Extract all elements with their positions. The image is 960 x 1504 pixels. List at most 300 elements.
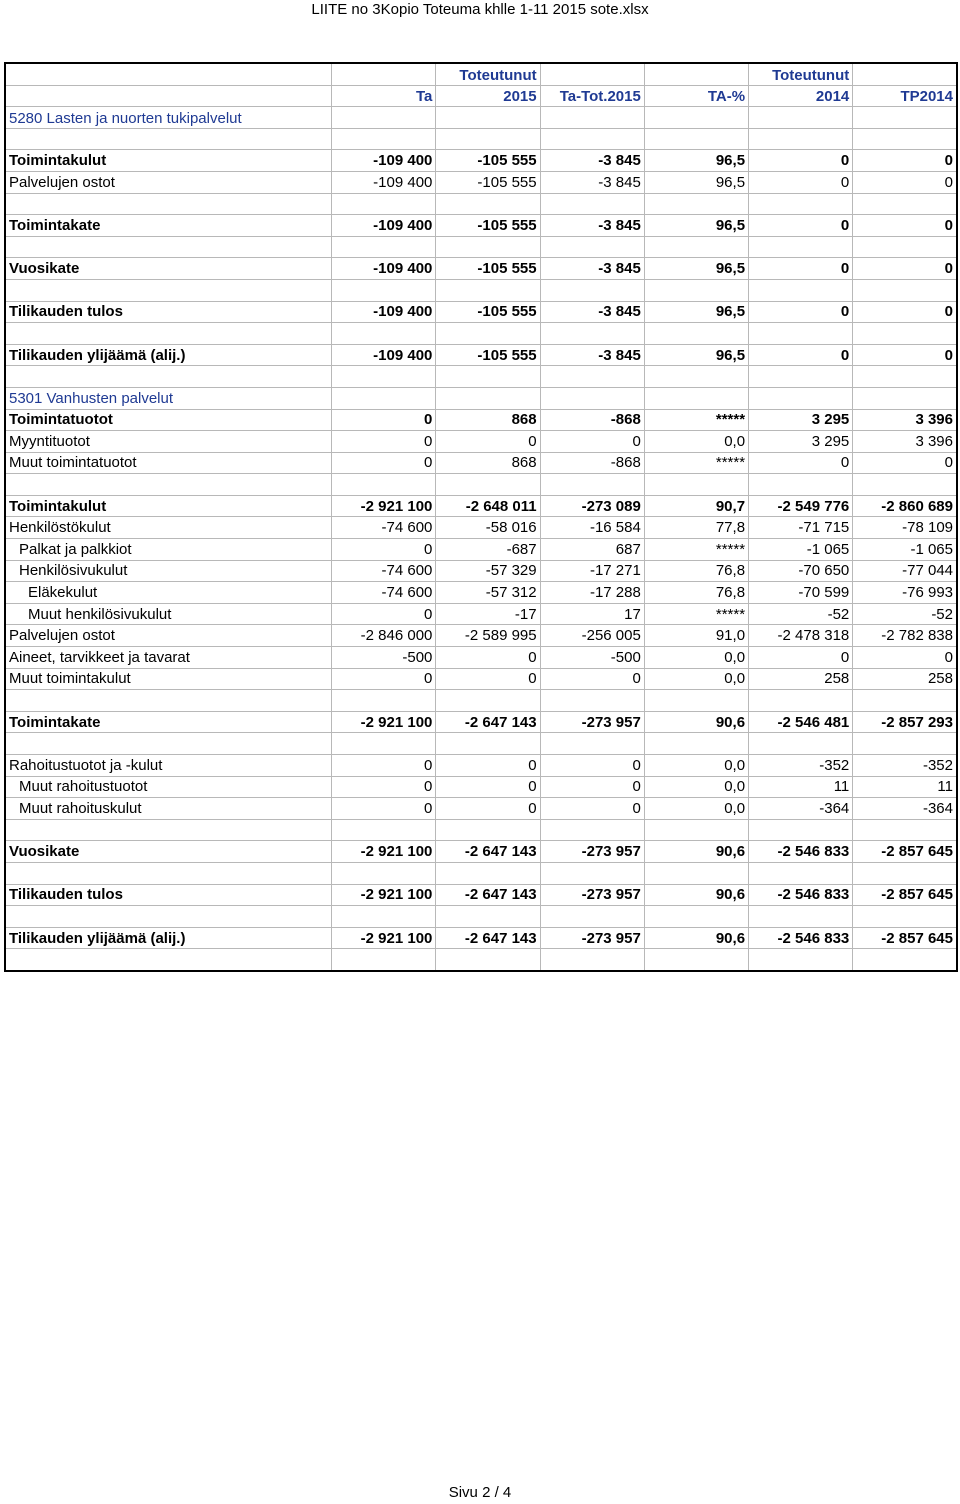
value-cell xyxy=(644,193,748,215)
row-label xyxy=(5,323,332,345)
header-cell: Ta-Tot.2015 xyxy=(540,85,644,107)
value-cell: 90,6 xyxy=(644,841,748,863)
value-cell: 0 xyxy=(853,647,957,669)
value-cell: 90,6 xyxy=(644,927,748,949)
value-cell: -77 044 xyxy=(853,560,957,582)
row-label: Vuosikate xyxy=(5,841,332,863)
row-label xyxy=(5,474,332,496)
value-cell: -2 549 776 xyxy=(749,495,853,517)
value-cell: 0,0 xyxy=(644,755,748,777)
value-cell xyxy=(749,949,853,971)
value-cell: 96,5 xyxy=(644,150,748,172)
table-row xyxy=(5,301,957,323)
row-label xyxy=(5,819,332,841)
header-cell: Toteutunut xyxy=(436,63,540,85)
value-cell xyxy=(540,128,644,150)
value-cell: -273 957 xyxy=(540,927,644,949)
value-cell xyxy=(644,733,748,755)
value-cell: 3 396 xyxy=(853,431,957,453)
row-label xyxy=(5,128,332,150)
value-cell: -2 478 318 xyxy=(749,625,853,647)
value-cell xyxy=(644,387,748,409)
value-cell: -256 005 xyxy=(540,625,644,647)
table-row xyxy=(5,452,957,474)
value-cell: 0 xyxy=(436,755,540,777)
header-cell xyxy=(540,63,644,85)
table-row xyxy=(5,344,957,366)
value-cell: 0 xyxy=(540,755,644,777)
value-cell: 0 xyxy=(332,603,436,625)
value-cell: 0,0 xyxy=(644,798,748,820)
value-cell: -2 647 143 xyxy=(436,711,540,733)
value-cell: 0 xyxy=(749,647,853,669)
value-cell: -2 921 100 xyxy=(332,711,436,733)
row-label: Tilikauden ylijäämä (alij.) xyxy=(5,344,332,366)
value-cell xyxy=(436,387,540,409)
value-cell xyxy=(540,387,644,409)
table-row xyxy=(5,215,957,237)
table-row xyxy=(5,798,957,820)
value-cell xyxy=(853,236,957,258)
spacer-row xyxy=(5,366,957,388)
value-cell xyxy=(853,193,957,215)
value-cell: 90,7 xyxy=(644,495,748,517)
value-cell xyxy=(644,474,748,496)
value-cell xyxy=(436,906,540,928)
value-cell: -273 089 xyxy=(540,495,644,517)
row-label xyxy=(5,279,332,301)
value-cell: -2 921 100 xyxy=(332,495,436,517)
value-cell: -74 600 xyxy=(332,582,436,604)
value-cell: 0 xyxy=(749,171,853,193)
value-cell xyxy=(332,366,436,388)
value-cell: -273 957 xyxy=(540,841,644,863)
value-cell xyxy=(436,949,540,971)
value-cell: -2 546 833 xyxy=(749,841,853,863)
row-label xyxy=(5,906,332,928)
value-cell xyxy=(540,862,644,884)
value-cell: -2 860 689 xyxy=(853,495,957,517)
value-cell xyxy=(644,690,748,712)
value-cell: -17 271 xyxy=(540,560,644,582)
value-cell xyxy=(540,474,644,496)
value-cell: 0 xyxy=(853,452,957,474)
value-cell: -105 555 xyxy=(436,301,540,323)
budget-table xyxy=(4,62,958,972)
table-row xyxy=(5,517,957,539)
value-cell: -1 065 xyxy=(853,539,957,561)
value-cell: 0 xyxy=(332,755,436,777)
row-label: Tilikauden ylijäämä (alij.) xyxy=(5,927,332,949)
row-label: Muut rahoitustuotot xyxy=(5,776,332,798)
value-cell xyxy=(540,279,644,301)
table-row xyxy=(5,711,957,733)
header-cell xyxy=(644,63,748,85)
value-cell: -2 647 143 xyxy=(436,884,540,906)
value-cell: -2 846 000 xyxy=(332,625,436,647)
table-body xyxy=(5,63,957,971)
value-cell xyxy=(540,733,644,755)
row-label: Tilikauden tulos xyxy=(5,301,332,323)
value-cell: -3 845 xyxy=(540,344,644,366)
value-cell: -70 650 xyxy=(749,560,853,582)
value-cell: -2 647 143 xyxy=(436,841,540,863)
value-cell: -78 109 xyxy=(853,517,957,539)
value-cell: -57 312 xyxy=(436,582,540,604)
value-cell: 96,5 xyxy=(644,301,748,323)
value-cell xyxy=(332,128,436,150)
header-row-1 xyxy=(5,63,957,85)
value-cell: 0 xyxy=(853,301,957,323)
value-cell: 0,0 xyxy=(644,776,748,798)
row-label: Rahoitustuotot ja -kulut xyxy=(5,755,332,777)
value-cell xyxy=(332,323,436,345)
value-cell: -3 845 xyxy=(540,258,644,280)
value-cell: 0 xyxy=(749,215,853,237)
value-cell: -273 957 xyxy=(540,711,644,733)
table-row xyxy=(5,258,957,280)
spacer-row xyxy=(5,906,957,928)
header-cell xyxy=(749,107,853,129)
value-cell xyxy=(332,862,436,884)
header-cell xyxy=(853,107,957,129)
value-cell: 0 xyxy=(853,150,957,172)
value-cell: -74 600 xyxy=(332,517,436,539)
header-cell xyxy=(5,85,332,107)
value-cell xyxy=(644,949,748,971)
row-label: Toimintatuotot xyxy=(5,409,332,431)
value-cell: -71 715 xyxy=(749,517,853,539)
value-cell: 0 xyxy=(540,431,644,453)
value-cell: -2 857 293 xyxy=(853,711,957,733)
row-label: Toimintakate xyxy=(5,215,332,237)
value-cell: 96,5 xyxy=(644,344,748,366)
value-cell: 0 xyxy=(749,258,853,280)
value-cell: -3 845 xyxy=(540,215,644,237)
header-cell: TA-% xyxy=(644,85,748,107)
value-cell: -500 xyxy=(332,647,436,669)
value-cell: 0 xyxy=(853,258,957,280)
value-cell xyxy=(853,690,957,712)
header-cell: TP2014 xyxy=(853,85,957,107)
spacer-row xyxy=(5,128,957,150)
value-cell xyxy=(853,949,957,971)
row-label: Tilikauden tulos xyxy=(5,884,332,906)
value-cell: 76,8 xyxy=(644,582,748,604)
value-cell: -105 555 xyxy=(436,171,540,193)
value-cell: 0 xyxy=(332,409,436,431)
value-cell: ***** xyxy=(644,603,748,625)
value-cell xyxy=(749,733,853,755)
value-cell xyxy=(853,474,957,496)
table-row xyxy=(5,884,957,906)
value-cell: -2 647 143 xyxy=(436,927,540,949)
value-cell xyxy=(540,236,644,258)
value-cell xyxy=(332,906,436,928)
value-cell xyxy=(749,236,853,258)
value-cell: -2 857 645 xyxy=(853,841,957,863)
value-cell: -2 546 481 xyxy=(749,711,853,733)
value-cell xyxy=(853,733,957,755)
row-label xyxy=(5,366,332,388)
spacer-row xyxy=(5,949,957,971)
value-cell: 90,6 xyxy=(644,711,748,733)
value-cell xyxy=(853,323,957,345)
value-cell: -2 782 838 xyxy=(853,625,957,647)
value-cell xyxy=(644,279,748,301)
value-cell: -3 845 xyxy=(540,150,644,172)
value-cell: 258 xyxy=(749,668,853,690)
value-cell xyxy=(436,690,540,712)
row-label: Toimintakate xyxy=(5,711,332,733)
section-title: 5280 Lasten ja nuorten tukipalvelut xyxy=(5,107,332,129)
value-cell: 0 xyxy=(332,539,436,561)
value-cell xyxy=(436,733,540,755)
value-cell: ***** xyxy=(644,452,748,474)
value-cell xyxy=(332,949,436,971)
value-cell: -352 xyxy=(749,755,853,777)
value-cell xyxy=(436,193,540,215)
value-cell: 0 xyxy=(749,452,853,474)
value-cell: 77,8 xyxy=(644,517,748,539)
row-label xyxy=(5,236,332,258)
document-title: LIITE no 3Kopio Toteuma khlle 1-11 2015 sote.xlsx xyxy=(311,1,649,18)
value-cell: 868 xyxy=(436,452,540,474)
value-cell xyxy=(853,128,957,150)
value-cell: 0 xyxy=(332,668,436,690)
value-cell: 0 xyxy=(853,215,957,237)
value-cell xyxy=(332,690,436,712)
value-cell: 0 xyxy=(436,798,540,820)
value-cell: -500 xyxy=(540,647,644,669)
value-cell: -52 xyxy=(853,603,957,625)
value-cell: 0 xyxy=(749,150,853,172)
value-cell xyxy=(540,906,644,928)
header-cell xyxy=(5,63,332,85)
value-cell: 0 xyxy=(332,798,436,820)
value-cell: 0 xyxy=(749,344,853,366)
value-cell: 3 295 xyxy=(749,409,853,431)
value-cell xyxy=(332,819,436,841)
page-number: Sivu 2 / 4 xyxy=(448,1484,512,1501)
value-cell xyxy=(749,279,853,301)
value-cell: -2 921 100 xyxy=(332,841,436,863)
value-cell: 11 xyxy=(749,776,853,798)
value-cell: -58 016 xyxy=(436,517,540,539)
table-row xyxy=(5,603,957,625)
value-cell xyxy=(540,323,644,345)
table-row xyxy=(5,776,957,798)
value-cell: 0 xyxy=(332,776,436,798)
value-cell: -74 600 xyxy=(332,560,436,582)
value-cell xyxy=(749,387,853,409)
row-label: Eläkekulut xyxy=(5,582,332,604)
header-cell xyxy=(853,63,957,85)
value-cell xyxy=(749,690,853,712)
spacer-row xyxy=(5,236,957,258)
row-label xyxy=(5,733,332,755)
value-cell: 0 xyxy=(540,776,644,798)
row-label xyxy=(5,690,332,712)
value-cell: -105 555 xyxy=(436,215,540,237)
value-cell xyxy=(749,906,853,928)
value-cell xyxy=(853,387,957,409)
header-cell: Ta xyxy=(332,85,436,107)
value-cell xyxy=(436,236,540,258)
row-label: Muut henkilösivukulut xyxy=(5,603,332,625)
row-label: Vuosikate xyxy=(5,258,332,280)
value-cell: -3 845 xyxy=(540,301,644,323)
spacer-row xyxy=(5,819,957,841)
value-cell: -273 957 xyxy=(540,884,644,906)
value-cell: -57 329 xyxy=(436,560,540,582)
value-cell: -868 xyxy=(540,452,644,474)
value-cell: -1 065 xyxy=(749,539,853,561)
value-cell: -364 xyxy=(853,798,957,820)
row-label xyxy=(5,862,332,884)
value-cell xyxy=(749,128,853,150)
value-cell: 0,0 xyxy=(644,431,748,453)
value-cell: 11 xyxy=(853,776,957,798)
row-label: Henkilöstökulut xyxy=(5,517,332,539)
value-cell xyxy=(644,323,748,345)
table-row xyxy=(5,755,957,777)
value-cell: -2 921 100 xyxy=(332,884,436,906)
value-cell xyxy=(644,236,748,258)
value-cell: -2 857 645 xyxy=(853,927,957,949)
value-cell xyxy=(749,819,853,841)
table-row xyxy=(5,927,957,949)
value-cell xyxy=(749,366,853,388)
value-cell xyxy=(644,128,748,150)
value-cell xyxy=(436,128,540,150)
value-cell: 0,0 xyxy=(644,647,748,669)
value-cell: 3 396 xyxy=(853,409,957,431)
value-cell: 96,5 xyxy=(644,171,748,193)
row-label: Myyntituotot xyxy=(5,431,332,453)
value-cell xyxy=(436,474,540,496)
value-cell: 0 xyxy=(540,798,644,820)
value-cell xyxy=(853,279,957,301)
spacer-row xyxy=(5,193,957,215)
value-cell: 0 xyxy=(332,452,436,474)
value-cell xyxy=(332,733,436,755)
row-label: Muut rahoituskulut xyxy=(5,798,332,820)
value-cell: 76,8 xyxy=(644,560,748,582)
value-cell: -52 xyxy=(749,603,853,625)
row-label: Toimintakulut xyxy=(5,150,332,172)
value-cell xyxy=(644,862,748,884)
value-cell: -2 589 995 xyxy=(436,625,540,647)
value-cell: 0 xyxy=(436,431,540,453)
header-row-2 xyxy=(5,85,957,107)
header-row-3 xyxy=(5,107,957,129)
header-cell xyxy=(540,107,644,129)
header-cell xyxy=(332,107,436,129)
spacer-row xyxy=(5,323,957,345)
value-cell: 96,5 xyxy=(644,258,748,280)
value-cell: 258 xyxy=(853,668,957,690)
value-cell xyxy=(332,474,436,496)
value-cell xyxy=(436,366,540,388)
value-cell: -109 400 xyxy=(332,344,436,366)
value-cell: -2 546 833 xyxy=(749,927,853,949)
row-label xyxy=(5,193,332,215)
value-cell: 0,0 xyxy=(644,668,748,690)
value-cell: 0 xyxy=(853,344,957,366)
value-cell: -105 555 xyxy=(436,258,540,280)
value-cell xyxy=(540,366,644,388)
value-cell xyxy=(749,862,853,884)
value-cell xyxy=(644,366,748,388)
value-cell: -2 921 100 xyxy=(332,927,436,949)
value-cell xyxy=(436,819,540,841)
value-cell: ***** xyxy=(644,409,748,431)
value-cell: 91,0 xyxy=(644,625,748,647)
value-cell xyxy=(332,193,436,215)
table-row xyxy=(5,668,957,690)
value-cell: -70 599 xyxy=(749,582,853,604)
value-cell: 868 xyxy=(436,409,540,431)
value-cell xyxy=(332,387,436,409)
header-cell xyxy=(644,107,748,129)
value-cell: -17 288 xyxy=(540,582,644,604)
table-row xyxy=(5,582,957,604)
value-cell: -17 xyxy=(436,603,540,625)
header-cell: Toteutunut xyxy=(749,63,853,85)
value-cell: -109 400 xyxy=(332,215,436,237)
value-cell: -2 546 833 xyxy=(749,884,853,906)
table-row xyxy=(5,539,957,561)
value-cell: -105 555 xyxy=(436,344,540,366)
row-label: 5301 Vanhusten palvelut xyxy=(5,387,332,409)
value-cell xyxy=(540,949,644,971)
value-cell xyxy=(540,819,644,841)
value-cell xyxy=(436,323,540,345)
value-cell xyxy=(540,193,644,215)
spacer-row xyxy=(5,733,957,755)
header-cell: 2014 xyxy=(749,85,853,107)
value-cell: 0 xyxy=(436,776,540,798)
table-row xyxy=(5,495,957,517)
value-cell: -352 xyxy=(853,755,957,777)
value-cell: 0 xyxy=(332,431,436,453)
table-row xyxy=(5,150,957,172)
value-cell xyxy=(853,862,957,884)
row-label: Palkat ja palkkiot xyxy=(5,539,332,561)
row-label: Palvelujen ostot xyxy=(5,625,332,647)
header-cell xyxy=(332,63,436,85)
spacer-row xyxy=(5,279,957,301)
table-row xyxy=(5,841,957,863)
spacer-row xyxy=(5,690,957,712)
spacer-row xyxy=(5,474,957,496)
value-cell: -76 993 xyxy=(853,582,957,604)
value-cell: -2 857 645 xyxy=(853,884,957,906)
table-row xyxy=(5,625,957,647)
value-cell xyxy=(749,474,853,496)
value-cell xyxy=(853,819,957,841)
header-cell xyxy=(436,107,540,129)
value-cell: -2 648 011 xyxy=(436,495,540,517)
value-cell xyxy=(749,193,853,215)
value-cell: -109 400 xyxy=(332,301,436,323)
row-label: Muut toimintakulut xyxy=(5,668,332,690)
value-cell: -687 xyxy=(436,539,540,561)
table-row xyxy=(5,409,957,431)
value-cell: -3 845 xyxy=(540,171,644,193)
value-cell: 0 xyxy=(436,668,540,690)
